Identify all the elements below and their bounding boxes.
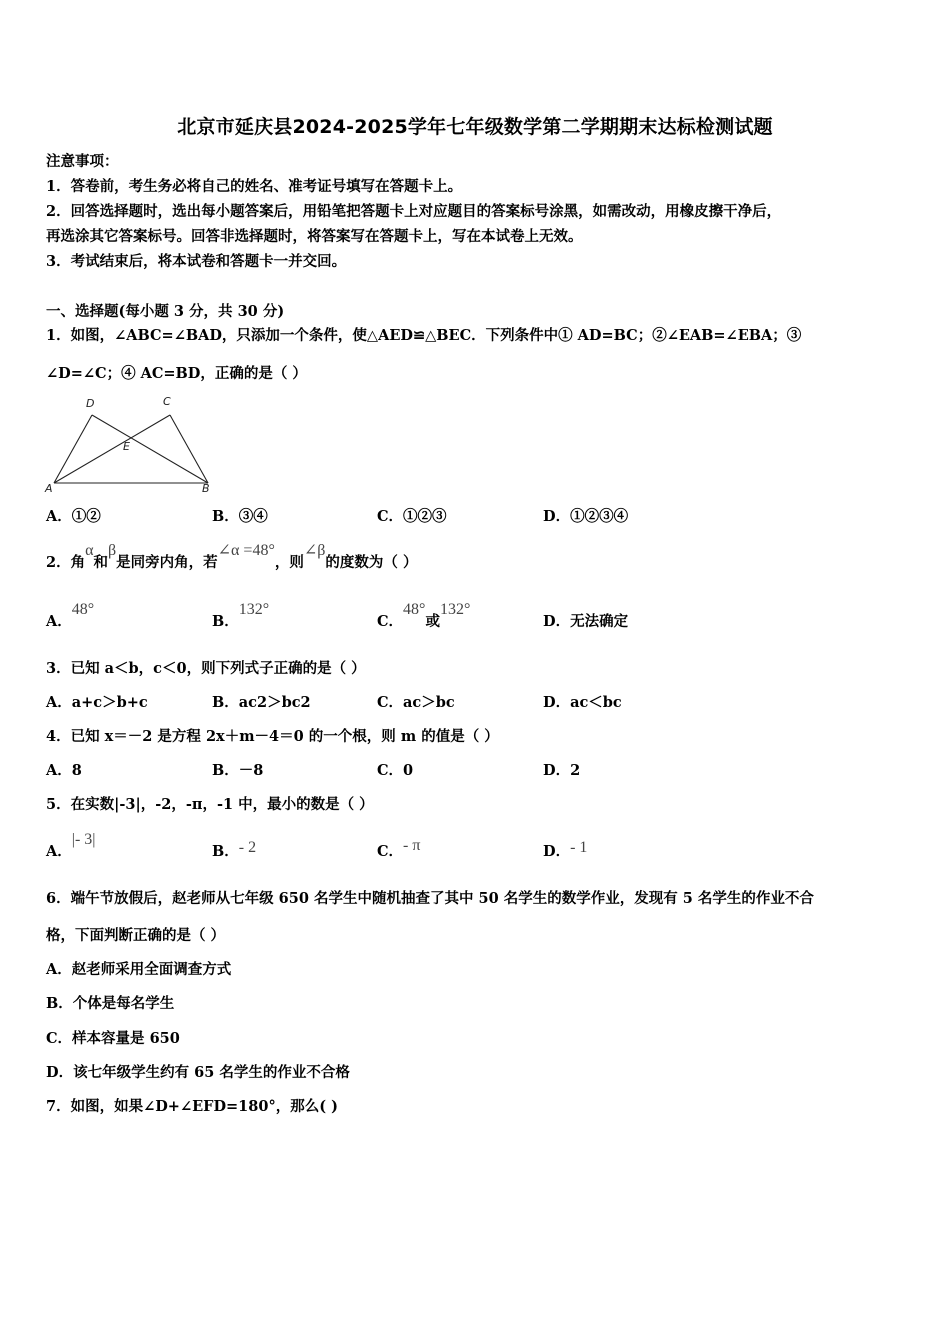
q2-mid: 是同旁内角，若 [116,554,218,571]
segment-bc [170,415,208,483]
q2-beta: β [107,542,117,559]
q3-option-a[interactable]: A．a+c＞b+c [46,694,148,711]
q6-stem-line1: 6．端午节放假后，赵老师从七年级 650 名学生中随机抽查了其中 50 名学生的数学作业，发现有 5 名学生的作业不合 [46,890,814,907]
q2-num: 2．角 [46,554,86,571]
q5-option-c-key: C． [377,843,404,860]
note-item-2-cont: 再选涂其它答案标号。回答非选择题时，将答案写在答题卡上，写在本试卷上无效。 [46,228,583,245]
q2-option-d-key: D． [543,613,571,630]
q5-option-d[interactable] [543,839,588,862]
q4-option-d[interactable]: D．2 [543,762,581,779]
q5-option-a-key: A． [46,843,72,860]
segment-ad [54,415,92,483]
q2-stem [46,542,418,573]
q2-option-b-key: B． [212,613,239,630]
label-d: D [86,397,95,410]
page-title: 北京市延庆县2024-2025学年七年级数学第二学期期末达标检测试题 [177,116,773,138]
q2-and: 和 [93,554,108,571]
q4-option-b[interactable]: B．－8 [212,762,264,779]
label-a: A [45,482,53,495]
q6-stem-line2: 格，下面判断正确的是（ ） [46,927,226,944]
q2-angle-beta: ∠β [303,542,326,559]
q1-stem-line1: 1．如图，∠ABC=∠BAD，只添加一个条件，使△AED≌△BEC．下列条件中① AD=BC；②∠EAB=∠EBA；③ [46,327,802,344]
label-e: E [123,440,130,453]
q1-option-a[interactable]: A．①② [46,508,101,525]
q6-option-d[interactable]: D．该七年级学生约有 65 名学生的作业不合格 [46,1064,350,1081]
q5-option-b[interactable] [212,839,257,862]
q2-option-a[interactable] [46,601,95,632]
q2-option-a-value: 48° [71,601,95,618]
q2-option-c-or: 或 [425,613,440,630]
q6-option-c[interactable]: C．样本容量是 650 [46,1030,180,1047]
note-item-1: 1．答卷前，考生务必将自己的姓名、准考证号填写在答题卡上。 [46,178,463,195]
segment-bd [92,415,208,483]
q1-option-b[interactable]: B．③④ [212,508,268,525]
q2-condition: ∠α =48° [217,542,275,559]
q6-option-b[interactable]: B．个体是每名学生 [46,995,175,1012]
q5-option-a[interactable] [46,831,96,862]
q2-option-a-key: A． [46,613,72,630]
q2-alpha: α [85,542,94,559]
q5-option-d-key: D． [543,843,571,860]
q5-option-c-value: - π [403,837,421,854]
label-c: C [163,395,171,408]
q2-option-b-value: 132° [238,601,270,618]
q2-option-c[interactable] [377,601,471,632]
q5-option-b-key: B． [212,843,239,860]
q1-option-d[interactable]: D．①②③④ [543,508,629,525]
q4-stem: 4．已知 x＝－2 是方程 2x＋m－4＝0 的一个根，则 m 的值是（ ） [46,728,499,745]
section-heading: 一、选择题(每小题 3 分，共 30 分) [46,303,285,320]
q2-option-c-value2: 132° [439,601,471,618]
q5-option-d-value: - 1 [570,839,588,856]
note-item-2: 2．回答选择题时，选出每小题答案后，用铅笔把答题卡上对应题目的答案标号涂黑，如需改动，用橡皮擦干净后， [46,203,782,220]
q1-option-c[interactable]: C．①②③ [377,508,447,525]
q1-stem-line2: ∠D=∠C；④ AC=BD，正确的是（ ） [46,365,307,382]
note-item-3: 3．考试结束后，将本试卷和答题卡一并交回。 [46,253,347,270]
q2-option-b[interactable] [212,601,270,632]
q5-option-a-value: |- 3| [71,831,96,848]
q2-option-c-key: C． [377,613,404,630]
q5-option-b-value: - 2 [238,839,257,856]
q5-stem: 5．在实数|-3|，-2，-π，-1 中，最小的数是（ ） [46,796,374,813]
q4-option-c[interactable]: C．0 [377,762,414,779]
q3-stem: 3．已知 a＜b，c＜0，则下列式子正确的是（ ） [46,660,366,677]
notes-heading: 注意事项： [46,153,119,170]
q3-option-b[interactable]: B．ac2＞bc2 [212,694,311,711]
q6-option-a[interactable]: A．赵老师采用全面调查方式 [46,961,232,978]
q5-option-c[interactable] [377,837,421,862]
q2-option-c-value1: 48° [403,601,426,618]
segment-ac [54,415,170,483]
q4-option-a[interactable]: A．8 [46,762,82,779]
q2-option-d-text: 无法确定 [570,613,629,630]
q1-figure [40,390,230,500]
q2-then: ，则 [274,554,304,571]
q3-option-d[interactable]: D．ac＜bc [543,694,622,711]
q2-end: 的度数为（ ） [325,554,418,571]
q2-option-d[interactable] [543,612,628,632]
q3-option-c[interactable]: C．ac＞bc [377,694,455,711]
q7-stem: 7．如图，如果∠D+∠EFD=180°，那么( ) [46,1098,338,1115]
label-b: B [202,482,210,495]
